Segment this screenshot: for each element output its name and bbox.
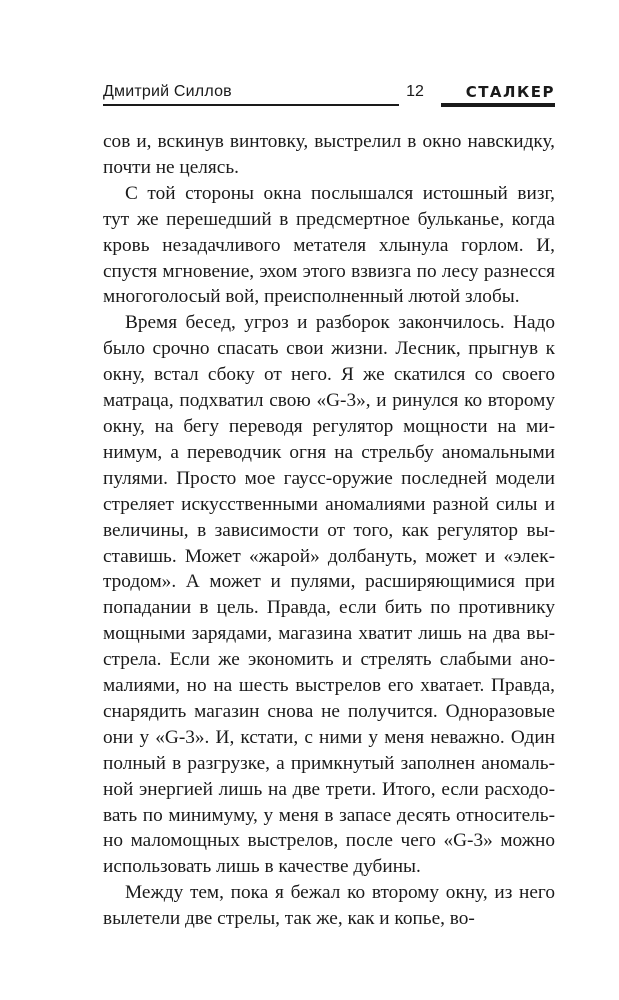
paragraph-3: Время бесед, угроз и разборок закончилось. Надо было срочно спасать свои жизни. Лесник, прыгнув к окну, встал сбоку от него. Я же скатился со своего матраца, подхватил свою «G-3», и ринулся ко второму окну, на бегу переводя регулятор мощности на минимум, а переводчик огня на стрельбу аномальными пулями. Просто мое гаусс-оружие последней модели стреляет искусственными аномалиями разной силы и величины, в зависимости от того, как регулятор выставишь. Может «жарой» долбануть, может и «электродом». А может и пулями, расширяющимися при попадании в цель. Правда, если бить по противнику мощными зарядами, магазина хватит лишь на два выстрела. Если же экономить и стрелять слабыми аномалиями, но на шесть выстрелов его хватает. Правда, снарядить магазин снова не получится. Одноразовые они у «G-3». И, кстати, с ними у меня неважно. Один полный в разгрузке, а примкнутый заполнен аномальной энергией лишь на две трети. Итого, если расходовать по минимуму, у меня в запасе десять относительно маломощных выстрелов, после чего «G-3» можно использовать лишь в качестве дубины.: [103, 312, 555, 878]
paragraph-2: С той стороны окна послышался истошный визг, тут же перешедший в предсмертное бульканье, когда кровь незадачливого метателя хлынула горлом. И, спустя мгновение, эхом этого взвизга по лесу разнесся многоголосый вой, преисполненный лютой злобы.: [103, 182, 555, 308]
header-rule-left: [103, 104, 399, 106]
body-text: [103, 129, 555, 932]
paragraph-1: сов и, вскинув винтовку, выстрелил в окно навскидку, почти не целясь.: [103, 131, 555, 178]
series-title: СТАЛКЕР: [465, 83, 555, 101]
header-author: Дмитрий Силлов: [103, 83, 232, 100]
running-header: [103, 82, 555, 108]
page-number: 12: [406, 83, 424, 100]
paragraph-4: Между тем, пока я бежал ко второму окну, из него вылетели две стрелы, так же, как и копье, во-: [103, 882, 555, 930]
header-rule-right: [441, 103, 555, 107]
